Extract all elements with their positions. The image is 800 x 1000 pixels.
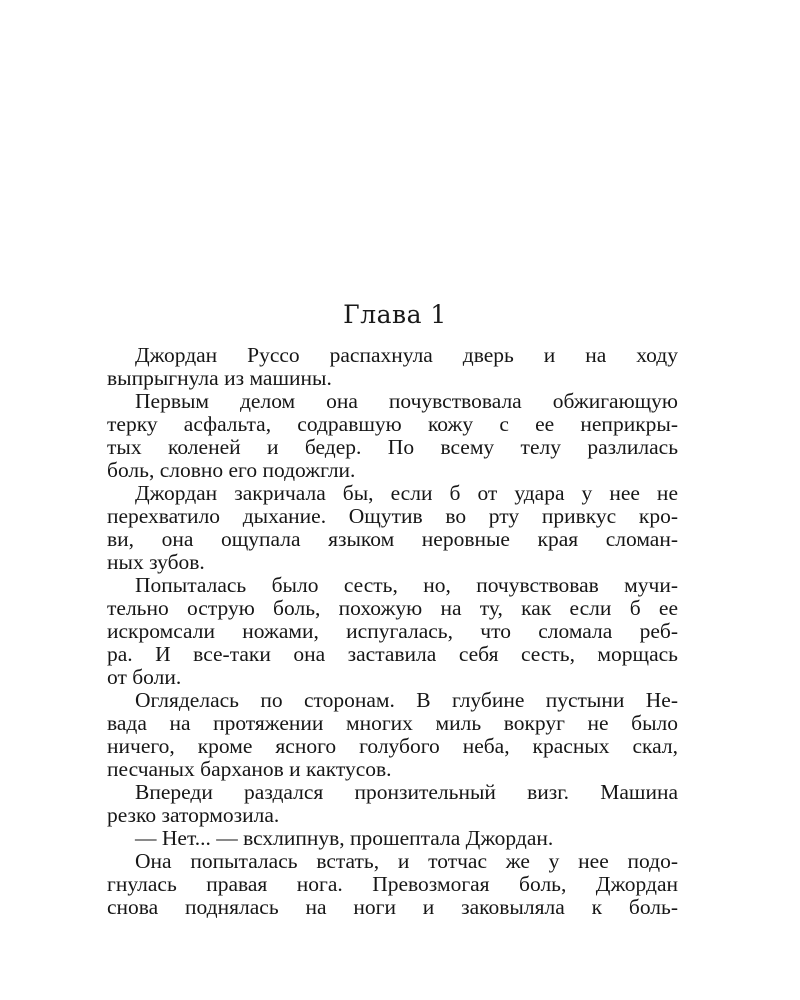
text-line: выпрыгнула из машины. [107,366,332,390]
text-line: боль, словно его подожгли. [107,458,356,482]
text-line: Попыталась было сесть, но, почувствовав мучи- [135,573,678,597]
text-line: искромсали ножами, испугалась, что сломала реб- [107,619,678,643]
text-line: ви, она ощупала языком неровные края сломан- [107,527,678,551]
text-line: снова поднялась на ноги и заковыляла к боль- [107,895,678,919]
text-line: Джордан Руссо распахнула дверь и на ходу [135,343,678,367]
text-line: Первым делом она почувствовала обжигающую [135,389,678,413]
text-line: ных зубов. [107,550,205,574]
text-line: от боли. [107,665,182,689]
text-line: терку асфальта, содравшую кожу с ее неприкры- [107,412,678,436]
text-line: — Нет... — всхлипнув, прошептала Джордан. [135,826,554,850]
text-line: резко затормозила. [107,803,280,827]
text-line: песчаных барханов и кактусов. [107,757,392,781]
text-line: гнулась правая нога. Превозмогая боль, Джордан [107,872,678,896]
text-line: вада на протяжении многих миль вокруг не было [107,711,678,735]
chapter-body [107,344,678,919]
text-line: тельно острую боль, похожую на ту, как если б ее [107,596,678,620]
text-line: ничего, кроме ясного голубого неба, красных скал, [107,734,678,758]
text-line: перехватило дыхание. Ощутив во рту привкус кро- [107,504,678,528]
text-line: Огляделась по сторонам. В глубине пустыни Не- [135,688,678,712]
text-line: тых коленей и бедер. По всему телу разлилась [107,435,678,459]
text-line: Впереди раздался пронзительный визг. Машина [135,780,678,804]
text-line: Джордан закричала бы, если б от удара у нее не [135,481,678,505]
chapter-title: Глава 1 [343,300,447,329]
text-line: Она попыталась встать, и тотчас же у нее подо- [135,849,678,873]
text-line: ра. И все-таки она заставила себя сесть, морщась [107,642,678,666]
